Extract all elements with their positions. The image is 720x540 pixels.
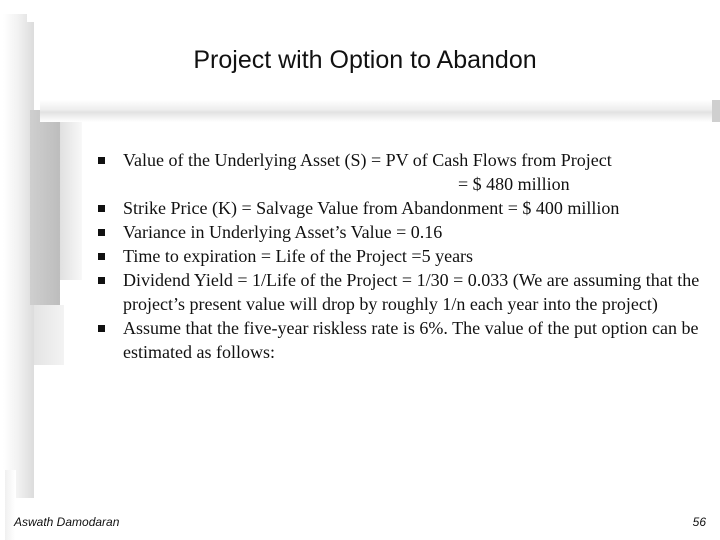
bullet-item	[95, 196, 705, 220]
bullet-text: Dividend Yield = 1/Life of the Project = 1/30 = 0.033 (We are assuming that the project’s present value will drop by roughly 1/n each year into the project)	[123, 270, 700, 314]
decorative-bar	[30, 110, 60, 305]
square-bullet-icon	[98, 253, 105, 260]
square-bullet-icon	[98, 205, 105, 212]
page-number: 56	[692, 515, 706, 529]
decorative-bar	[5, 470, 15, 540]
bullet-text: Strike Price (K) = Salvage Value from Abandonment = $ 400 million	[123, 198, 620, 218]
bullet-text: Time to expiration = Life of the Project =5 years	[123, 246, 474, 266]
bullet-item	[95, 148, 705, 196]
decorative-bar	[60, 100, 82, 280]
square-bullet-icon	[98, 157, 105, 164]
bullet-item	[95, 220, 705, 244]
slide-title: Project with Option to Abandon	[193, 46, 537, 74]
bullet-text: Assume that the five-year riskless rate is 6%. The value of the put option can be estimated as follows:	[123, 318, 699, 362]
square-bullet-icon	[98, 325, 105, 332]
decorative-bar	[34, 305, 64, 365]
bullet-text: Variance in Underlying Asset’s Value = 0.16	[123, 222, 443, 242]
bullet-text-continuation: = $ 480 million	[458, 174, 570, 194]
bullet-text: Value of the Underlying Asset (S) = PV of Cash Flows from Project	[123, 150, 612, 170]
footer-author: Aswath Damodaran	[14, 515, 120, 529]
bullet-item	[95, 244, 705, 268]
title-divider	[40, 100, 720, 122]
bullet-list	[95, 148, 705, 364]
bullet-item	[95, 316, 705, 364]
square-bullet-icon	[98, 277, 105, 284]
bullet-item	[95, 268, 705, 316]
square-bullet-icon	[98, 229, 105, 236]
title-divider-end	[712, 100, 720, 122]
